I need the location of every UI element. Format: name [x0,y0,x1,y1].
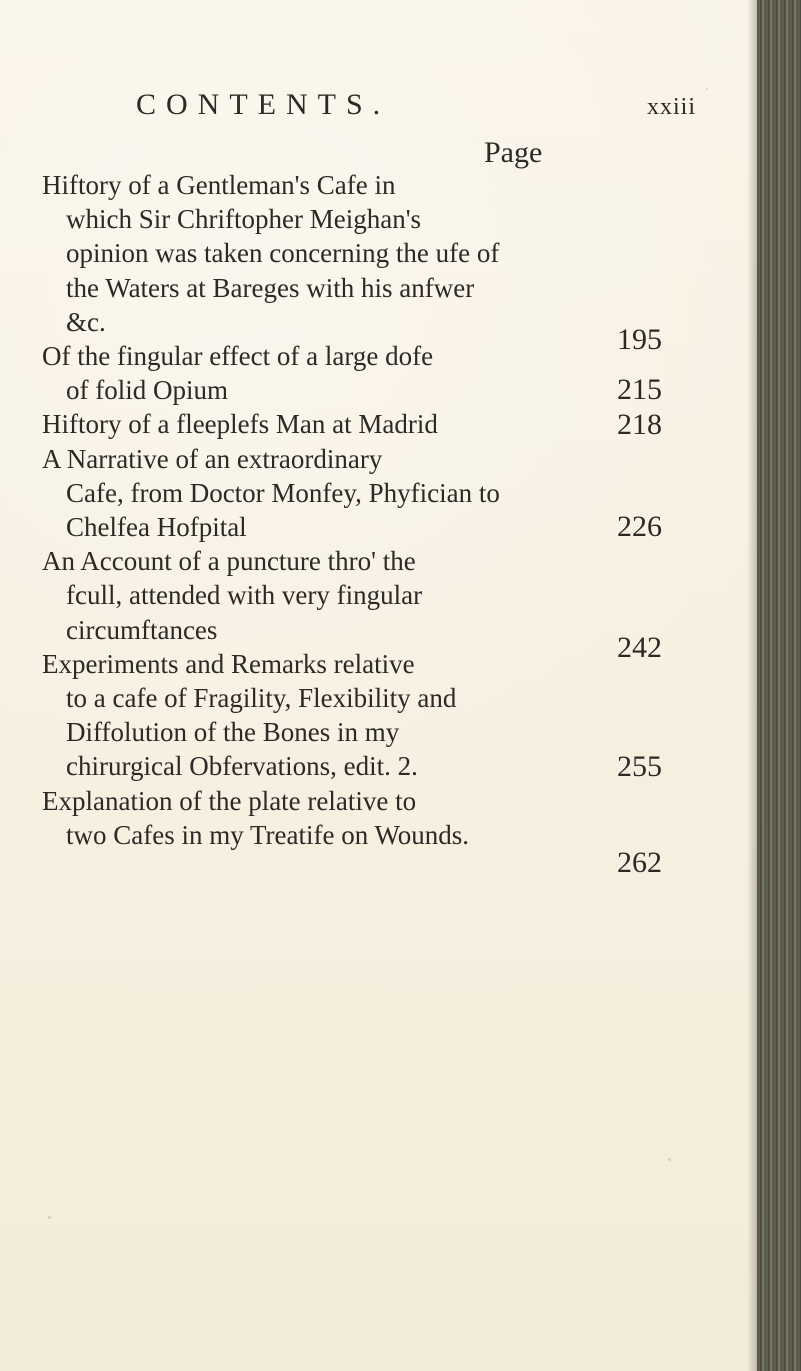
entry-first-line: Experiments and Remarks relative [42,648,415,679]
entry-page-number: 226 [617,510,662,544]
page-title: CONTENTS. [136,88,391,121]
book-binding-edge [757,0,801,1371]
page-header [136,88,696,128]
entry-text [42,544,502,647]
page-column-label: Page [484,136,543,169]
entry-text [42,339,502,407]
entry-first-line: Hiftory of a Gentleman's Cafe in [42,170,396,200]
contents-entry [42,442,712,545]
entry-text [42,168,502,339]
entry-first-line: Explanation of the plate relative to [42,785,417,816]
entry-page-number: 242 [617,630,662,664]
entry-page-number: 215 [617,373,662,407]
entry-text [42,784,502,852]
entry-continuation: of folid Opium [66,375,228,406]
contents-entry [42,407,712,441]
entry-continuation: to a cafe of Fragility, Flexibility and Diffolution of the Bones in my chirurgical Obfervations, edit. 2. [66,683,457,782]
entry-text [42,407,502,441]
entry-first-line: An Account of a puncture thro' the [42,546,416,577]
paper-speck [48,1216,51,1219]
entry-page-number: 195 [617,323,662,357]
entry-continuation: which Sir Chriftopher Meighan's opinion was taken concerning the ufe of the Waters at Bareges with his anfwer &c. [66,204,500,337]
entry-text [42,647,502,784]
entry-first-line: Hiftory of a fleeplefs Man at Madrid [42,409,438,440]
entry-continuation: two Cafes in my Treatife on Wounds. [66,819,470,850]
paper-speck [668,1158,671,1161]
entry-continuation: Cafe, from Doctor Monfey, Phyfician to Chelfea Hofpital [66,477,500,543]
contents-entry [42,339,712,407]
paper-speck [706,88,708,90]
entry-first-line: Of the fingular effect of a large dofe [42,341,434,372]
entry-continuation: fcull, attended with very fingular circumftances [66,580,423,645]
entry-page-number: 218 [617,407,662,441]
entry-text [42,442,502,545]
page-number: xxiii [646,94,696,120]
contents-entry [42,647,712,784]
contents-list [42,168,712,880]
entry-first-line: A Narrative of an extraordinary [42,443,383,474]
contents-entry [42,784,712,880]
entry-page-number: 255 [617,749,662,783]
entry-page-number: 262 [617,846,662,880]
